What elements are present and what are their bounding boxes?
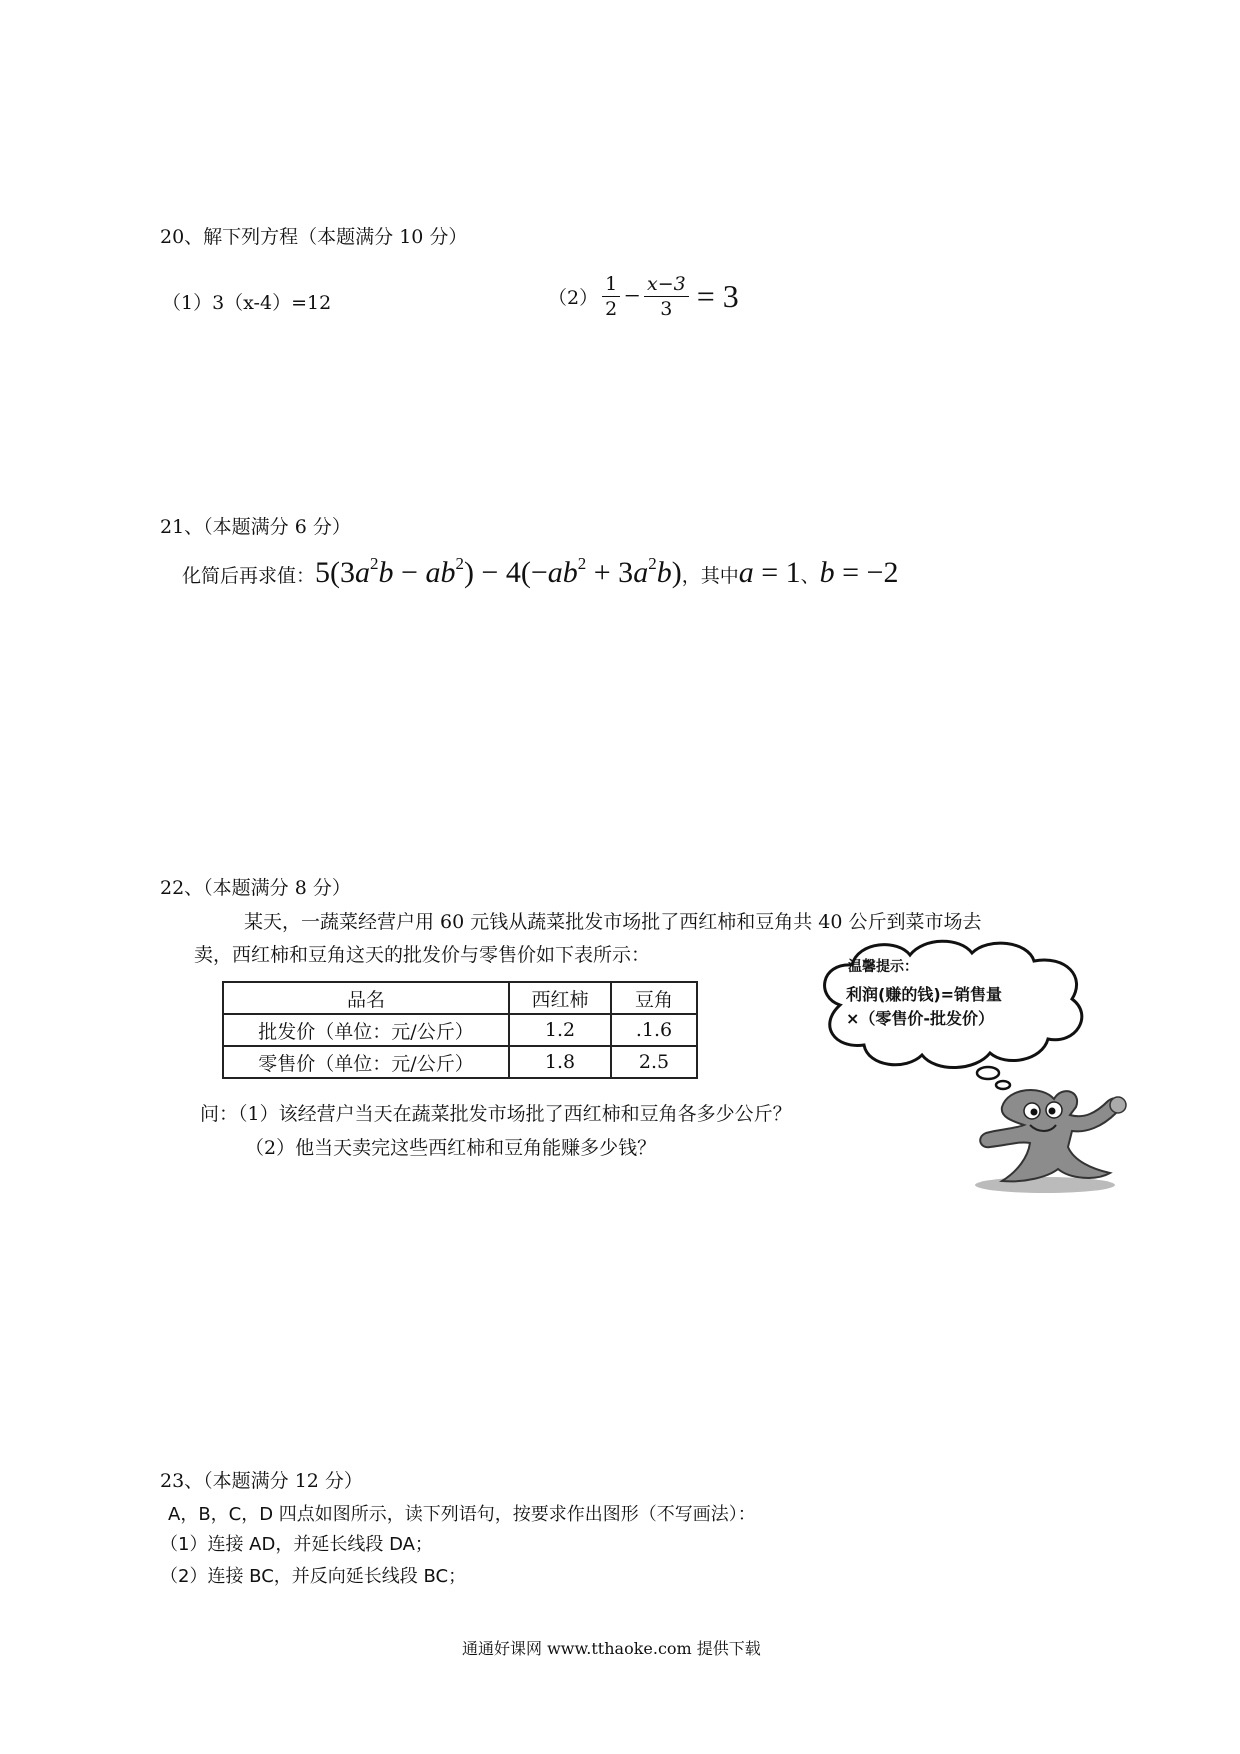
q20-fraction-x	[644, 272, 689, 321]
q20-minus: −	[624, 280, 640, 312]
q23-intro: A，B，C，D 四点如图所示，读下列语句，按要求作出图形（不写画法）：	[168, 1504, 756, 1525]
table-cell: 1.8	[509, 1046, 611, 1078]
fraction-denominator: 3	[660, 298, 673, 320]
q21-heading: 21、（本题满分 6 分）	[160, 516, 351, 538]
q21-condition-a: a = 1	[738, 556, 801, 589]
q22-question1: 问：（1）该经营户当天在蔬菜批发市场批了西红柿和豆角各多少公斤？	[200, 1103, 792, 1125]
fraction-denominator: 2	[605, 298, 618, 320]
q20-rhs: = 3	[696, 278, 739, 314]
q21-problem	[182, 556, 898, 590]
table-header-cell: 品名	[223, 982, 509, 1014]
table-cell: 零售价（单位：元/公斤）	[223, 1046, 509, 1078]
q21-mid: ，其中	[681, 565, 739, 587]
tip-line2: ×（零售价-批发价）	[846, 1009, 995, 1028]
q23-heading: 23、（本题满分 12 分）	[160, 1470, 363, 1492]
price-table	[222, 981, 698, 1079]
mascot-icon	[950, 1085, 1140, 1195]
page-footer: 通通好课网 www.tthaoke.com 提供下载	[462, 1639, 761, 1658]
table-header-cell: 西红柿	[509, 982, 611, 1014]
table-row	[223, 1014, 697, 1046]
q23-step1: （1）连接 AD，并延长线段 DA；	[160, 1534, 433, 1555]
tip-line1: 利润(赚的钱)=销售量	[846, 985, 1003, 1004]
q22-question2: （2）他当天卖完这些西红柿和豆角能赚多少钱？	[245, 1137, 657, 1159]
fraction-numerator: 1	[602, 272, 620, 297]
table-cell: 1.2	[509, 1014, 611, 1046]
q20-part1: （1）3（x-4）=12	[162, 292, 332, 314]
q21-prefix: 化简后再求值：	[182, 565, 316, 587]
table-header-cell: 豆角	[611, 982, 697, 1014]
table-cell: 批发价（单位：元/公斤）	[223, 1014, 509, 1046]
q21-expression: $5(3a^2b - ab^2) - 4(-ab^2 + 3a^2b)$	[315, 554, 682, 589]
table-cell: .1.6	[611, 1014, 697, 1046]
q21-separator: 、	[800, 565, 820, 587]
table-cell: 2.5	[611, 1046, 697, 1078]
q21-condition-b: b = −2	[819, 556, 899, 589]
q20-fraction-half	[602, 272, 620, 321]
q22-heading: 22、（本题满分 8 分）	[160, 877, 351, 899]
q22-paragraph-line1: 某天，一蔬菜经营户用 60 元钱从蔬菜批发市场批了西红柿和豆角共 40 公斤到菜市场去	[244, 911, 982, 933]
q22-paragraph-line2: 卖，西红柿和豆角这天的批发价与零售价如下表所示：	[194, 944, 651, 966]
fraction-numerator: x−3	[644, 272, 689, 297]
q20-heading: 20、解下列方程（本题满分 10 分）	[160, 226, 468, 248]
table-row	[223, 1046, 697, 1078]
q20-part2-label: （2）	[548, 287, 599, 309]
q23-step2: （2）连接 BC，并反向延长线段 BC；	[160, 1566, 467, 1587]
q20-part2	[548, 272, 739, 321]
tip-title: 温馨提示：	[848, 959, 918, 975]
table-header-row	[223, 982, 697, 1014]
